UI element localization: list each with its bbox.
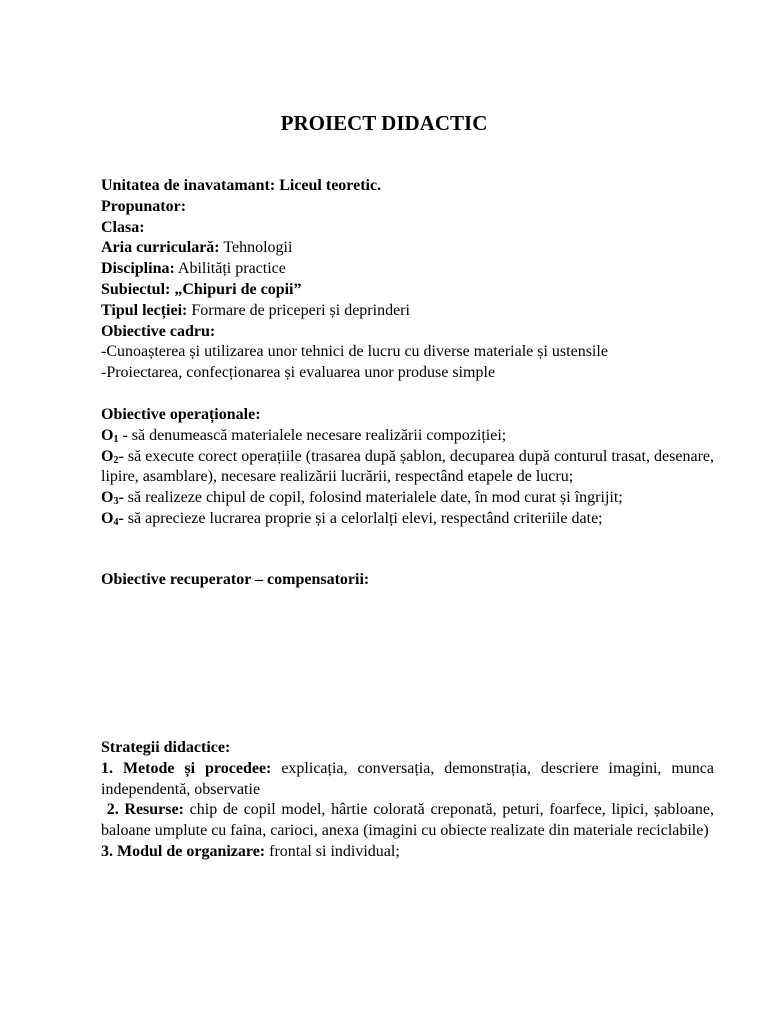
- tipul-value: Formare de priceperi și deprinderi: [187, 301, 410, 319]
- objective-o3: [101, 488, 714, 509]
- o1-label: $O_1$ -: [101, 426, 128, 445]
- o2-text: să execute corect operațiile (trasarea după șablon, decuparea după conturul trasat, desenare, lipire, asamblare), necesare realizării lucrării, respectând etapele de lucru;: [101, 447, 714, 486]
- tipul-label: Tipul lecției:: [101, 301, 188, 319]
- metode-label: 1. Metode și procedee:: [101, 759, 272, 777]
- page-title: PROIECT DIDACTIC: [280, 111, 488, 135]
- resurse-label: 2. Resurse:: [101, 801, 184, 819]
- modul-paragraph: [101, 842, 714, 863]
- resurse-paragraph: [101, 800, 714, 842]
- objective-o4: [101, 509, 714, 530]
- strategii-heading: Strategii didactice:: [101, 739, 231, 756]
- o1-text: să denumească materialele necesare realizării compoziției;: [127, 426, 507, 444]
- obiective-cadru-heading: Obiective cadru:: [101, 322, 216, 340]
- o4-label: $O_4-$: [101, 509, 124, 528]
- o3-label: $O_3-$: [101, 489, 124, 508]
- o4-text: să aprecieze lucrarea proprie și a celorlalți elevi, respectând criteriile date;: [123, 509, 603, 527]
- operational-objectives: [101, 405, 714, 530]
- objective-o2: [101, 447, 714, 489]
- o3-text: să realizeze chipul de copil, folosind materialele date, în mod curat și îngrijit;: [123, 489, 623, 507]
- strategii-didactice: [101, 738, 714, 863]
- recuperator-heading: Obiective recuperator – compensatorii:: [101, 571, 370, 588]
- metode-value: explicația, conversația, demonstrația, descriere imagini, munca independentă, observatie: [101, 759, 715, 798]
- o2-label: $O_2-$: [101, 447, 124, 466]
- lesson-info: [101, 176, 714, 384]
- unitatea-line: Unitatea de inavatamant: Liceul teoretic.: [101, 177, 382, 194]
- disciplina-label: Disciplina:: [101, 260, 175, 278]
- cadru-item-1: -Cunoașterea și utilizarea unor tehnici de lucru cu diverse materiale și ustensile: [101, 343, 608, 361]
- recuperator-objectives: [101, 570, 714, 591]
- modul-value: frontal si individual;: [265, 842, 400, 860]
- resurse-value: chip de copil model, hârtie colorată creponată, peturi, foarfece, lipici, șabloane, baloane umplute cu faina, carioci, anexa (imagini cu obiecte realizate din materiale reciclabile): [101, 801, 715, 840]
- objective-o1: [101, 426, 714, 447]
- disciplina-value: Abilități practice: [174, 260, 286, 278]
- metode-paragraph: [101, 759, 714, 801]
- tipul-line: [101, 301, 714, 322]
- aria-line: [101, 238, 714, 259]
- aria-value: Tehnologii: [219, 239, 293, 257]
- aria-label: Aria curriculară:: [101, 239, 220, 257]
- clasa-line: Clasa:: [101, 218, 145, 236]
- subiectul-line: Subiectul: „Chipuri de copii”: [101, 280, 302, 298]
- disciplina-line: [101, 259, 714, 280]
- operational-heading: Obiective operaționale:: [101, 406, 261, 423]
- propunator-line: Propunator:: [101, 197, 187, 215]
- cadru-item-2: -Proiectarea, confecționarea și evaluarea unor produse simple: [101, 364, 496, 382]
- modul-label: 3. Modul de organizare:: [101, 842, 266, 860]
